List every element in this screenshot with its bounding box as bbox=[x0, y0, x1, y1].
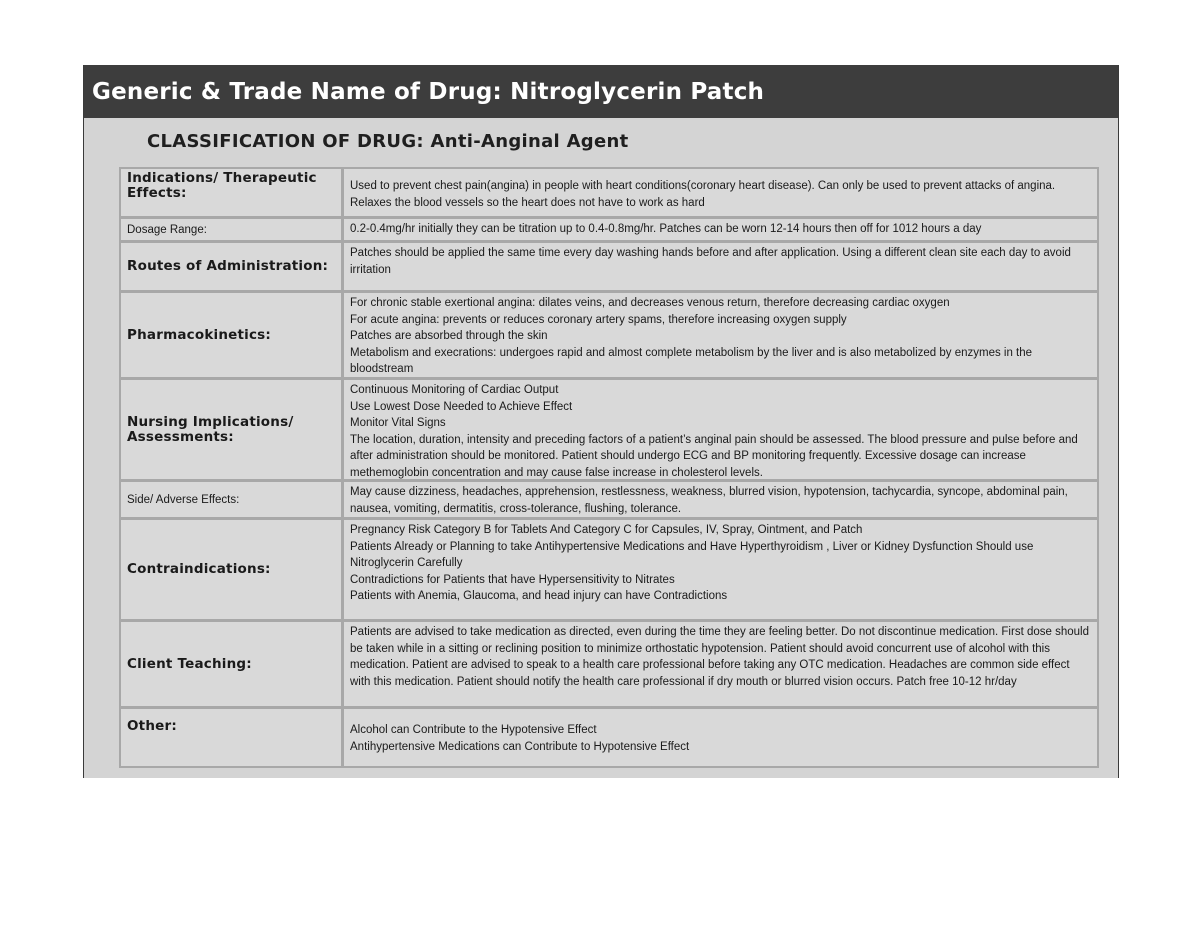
drug-name-title: Generic & Trade Name of Drug: Nitroglycerin Patch bbox=[92, 78, 765, 105]
pharmacokinetics-line: For acute angina: prevents or reduces coronary artery spams, therefore increasing oxygen supply bbox=[350, 313, 847, 326]
nursing-implications-line: Monitor Vital Signs bbox=[350, 417, 446, 429]
nursing-implications-line: Use Lowest Dose Needed to Achieve Effect bbox=[350, 400, 573, 413]
contraindications-line: Pregnancy Risk Category B for Tablets And Category C for Capsules, IV, Spray, Ointment, and Patch bbox=[350, 524, 863, 536]
client-teaching-label: Client Teaching: bbox=[121, 622, 341, 706]
nursing-implications-label: Nursing Implications/ Assessments: bbox=[121, 380, 341, 479]
drug-name-header bbox=[84, 65, 1118, 118]
dosage-range-label: Dosage Range: bbox=[121, 219, 341, 240]
contraindications-label: Contraindications: bbox=[121, 520, 341, 619]
contraindications-line: Patients with Anemia, Glaucoma, and head injury can have Contradictions bbox=[350, 590, 728, 602]
dosage-range-content bbox=[344, 219, 1097, 240]
client-teaching-line: Patients are advised to take medication as directed, even during the time they are feeling better. Do not discontinue medication. First dose should be taken while in a sitting or reclining position to minimize orthostatic hypotension. Patient should avoid concurrent use of alcohol with this medication. Patient are advised to speak to a health care professional before taking any OTC medication. Headaches are common side effect with this medication. Patient should notify the health care professional if dry mouth or blurred vision occurs. Patch free 10-12 hr/day bbox=[350, 626, 1089, 688]
pharmacokinetics-label: Pharmacokinetics: bbox=[121, 293, 341, 377]
pharmacokinetics-line: Patches are absorbed through the skin bbox=[350, 330, 548, 342]
routes-line: Patches should be applied the same time every day washing hands before and after application. Using a different clean site each day to avoid irritation bbox=[350, 247, 1071, 276]
routes-label: Routes of Administration: bbox=[121, 243, 341, 290]
contraindications-line: Contradictions for Patients that have Hypersensitivity to Nitrates bbox=[350, 573, 675, 586]
drug-classification: CLASSIFICATION OF DRUG: Anti-Anginal Agent bbox=[147, 131, 629, 152]
contraindications-line: Patients Already or Planning to take Antihypertensive Medications and Have Hyperthyroidism , Liver or Kidney Dysfunction Should use Nitroglycerin Carefully bbox=[350, 540, 1034, 569]
other-line: Alcohol can Contribute to the Hypotensive Effect bbox=[350, 724, 597, 736]
side-effects-content bbox=[344, 482, 1097, 517]
other-line: Antihypertensive Medications can Contribute to Hypotensive Effect bbox=[350, 740, 690, 753]
indications-content bbox=[344, 169, 1097, 216]
pharmacokinetics-line: For chronic stable exertional angina: dilates veins, and decreases venous return, therefore decreasing cardiac oxygen bbox=[350, 297, 950, 309]
indications-label: Indications/ Therapeutic Effects: bbox=[121, 169, 341, 216]
pharmacokinetics-line: Metabolism and execrations: undergoes rapid and almost complete metabolism by the liver and is also metabolized by enzymes in the bloodstream bbox=[350, 346, 1033, 375]
pharmacokinetics-content bbox=[344, 293, 1097, 377]
routes-content bbox=[344, 243, 1097, 290]
drug-info-table bbox=[119, 167, 1099, 768]
client-teaching-content bbox=[344, 622, 1097, 706]
other-content bbox=[344, 709, 1097, 766]
contraindications-content bbox=[344, 520, 1097, 619]
other-label: Other: bbox=[121, 709, 341, 766]
side-effects-line: May cause dizziness, headaches, apprehension, restlessness, weakness, blurred vision, hypotension, tachycardia, syncope, abdominal pain, nausea, vomiting, dermatitis, cross-tolerance, flushing, tolerance. bbox=[350, 486, 1068, 515]
side-effects-label: Side/ Adverse Effects: bbox=[121, 482, 341, 517]
indications-line: Used to prevent chest pain(angina) in people with heart conditions(coronary heart disease). Can only be used to prevent attacks of angina. Relaxes the blood vessels so the heart does not have to work as hard bbox=[350, 180, 1056, 209]
drug-card bbox=[83, 65, 1119, 778]
nursing-implications-content bbox=[344, 380, 1097, 479]
nursing-implications-line: The location, duration, intensity and preceding factors of a patient’s anginal pain should be assessed. The blood pressure and pulse before and after administration should be monitored. Patient should undergo ECG and BP monitoring frequently. Excessive dosage can increase methemoglobin concentration and may cause false increase in cholesterol levels. bbox=[350, 433, 1078, 479]
nursing-implications-line: Continuous Monitoring of Cardiac Output bbox=[350, 384, 559, 396]
dosage-range-line: 0.2-0.4mg/hr initially they can be titration up to 0.4-0.8mg/hr. Patches can be worn 12-14 hours then off for 1012 hours a day bbox=[350, 223, 982, 236]
